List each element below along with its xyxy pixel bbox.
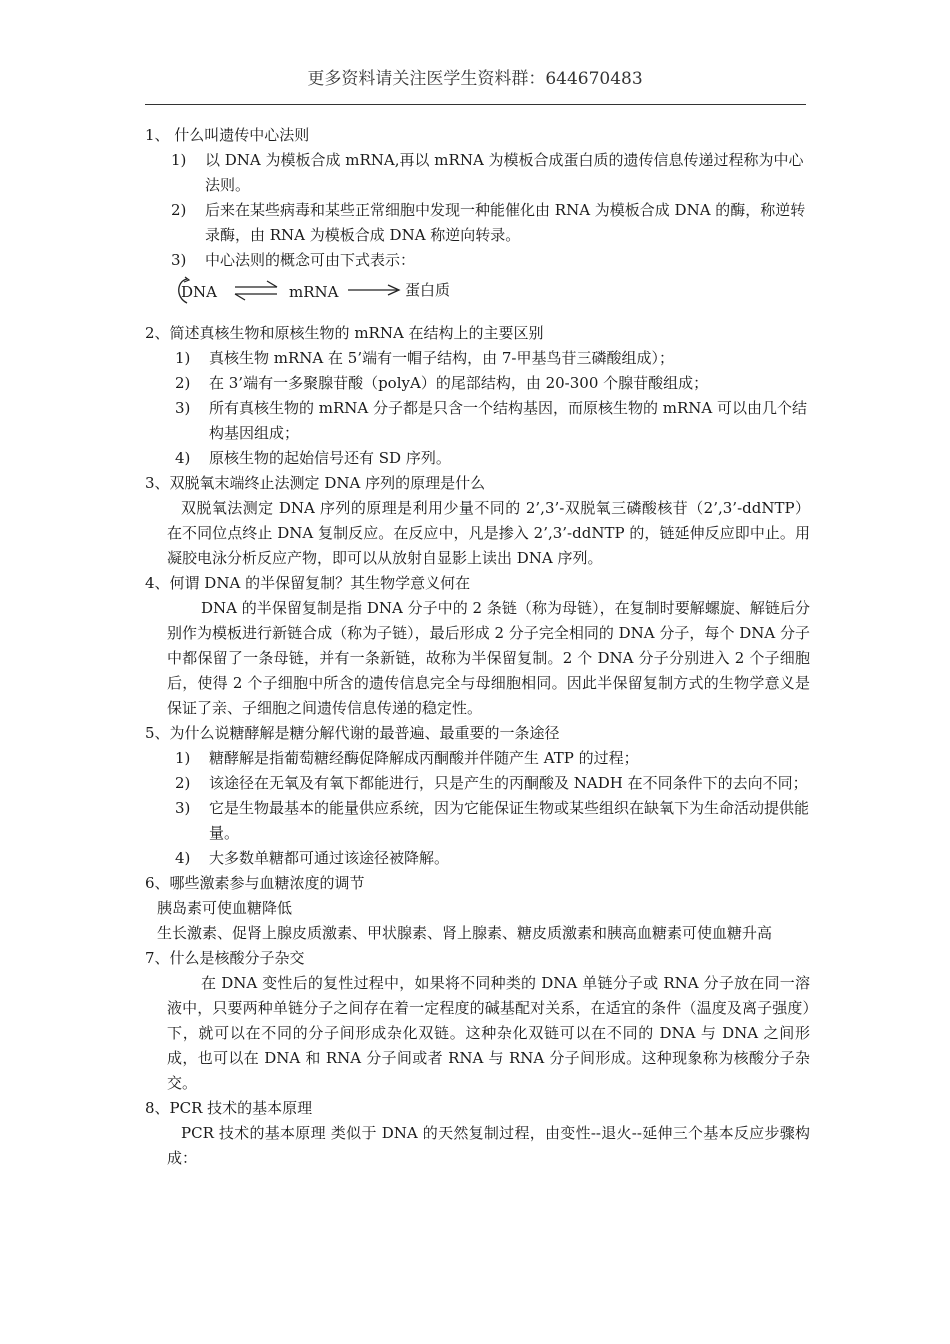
list-number: 2) [171,201,187,219]
list-item [175,771,810,796]
list-text: 后来在某些病毒和某些正常细胞中发现一种能催化由 RNA 为模板合成 DNA 的酶，称逆转录酶，由 RNA 为模板合成 DNA 称逆向转录。 [205,201,806,244]
list-text: 糖酵解是指葡萄糖经酶促降解成丙酮酸并伴随产生 ATP 的过程； [209,749,639,767]
question-6-title: 6、哪些激素参与血糖浓度的调节 [145,874,365,892]
question-6-line-1: 胰岛素可使血糖降低 [157,899,293,917]
header-divider [145,104,806,105]
question-1-title: 1、 什么叫遗传中心法则 [145,126,310,144]
list-number: 4) [175,449,191,467]
list-number: 3) [171,251,187,269]
list-text: 中心法则的概念可由下式表示： [205,251,416,269]
list-number: 1) [175,349,191,367]
dna-label: DNA [181,283,217,301]
list-item [175,371,810,396]
mrna-label: mRNA [289,283,339,301]
list-text: 所有真核生物的 mRNA 分子都是只含一个结构基因，而原核生物的 mRNA 可以由几个结构基因组成； [209,399,808,442]
list-text: 真核生物 mRNA 在 5’端有一帽子结构，由 7-甲基鸟苷三磷酸组成）； [209,349,674,367]
list-item [171,148,810,198]
question-8-answer: PCR 技术的基本原理 类似于 DNA 的天然复制过程，由变性--退火--延伸三个基本反应步骤构成： [167,1124,810,1167]
question-7-title: 7、什么是核酸分子杂交 [145,949,305,967]
page-header-title: 更多资料请关注医学生资料群：644670483 [307,69,643,89]
list-number: 1) [175,749,191,767]
list-item [175,846,810,871]
list-number: 2) [175,374,191,392]
list-item [171,198,810,248]
list-item [175,746,810,771]
question-5-title: 5、为什么说糖酵解是糖分解代谢的最普遍、最重要的一条途径 [145,724,560,742]
reverse-transcription-arrowhead [235,294,245,300]
list-number: 4) [175,849,191,867]
list-number: 3) [175,399,191,417]
list-item [175,446,810,471]
question-8-title: 8、PCR 技术的基本原理 [145,1099,313,1117]
central-dogma-diagram [175,271,810,311]
transcription-arrowhead [267,281,277,287]
list-text: 它是生物最基本的能量供应系统，因为它能保证生物或某些组织在缺氧下为生命活动提供能量。 [209,799,810,842]
question-4-title: 4、何谓 DNA 的半保留复制？其生物学意义何在 [145,574,471,592]
question-3-title: 3、双脱氧末端终止法测定 DNA 序列的原理是什么 [145,474,486,492]
list-number: 1) [171,151,187,169]
list-text: 在 3’端有一多聚腺苷酸（polyA）的尾部结构，由 20-300 个腺苷酸组成； [209,374,709,392]
list-number: 2) [175,774,191,792]
list-item [175,796,810,846]
protein-label: 蛋白质 [405,281,451,299]
question-4-answer: DNA 的半保留复制是指 DNA 分子中的 2 条链（称为母链），在复制时要解螺旋、解链后分别作为模板进行新链合成（称为子链），最后形成 2 分子完全相同的 DNA 分子，每个 DNA 分子中都保留了一条母链，并有一条新链，故称为半保留复制。2 个 DNA 分子分别进入 2 个子细胞后，使得 2 个子细胞中所含的遗传信息完全与母细胞相同。因此半保留复制方式的生物学意义是保证了亲、子细胞之间遗传信息传递的稳定性。 [167,599,810,717]
question-2-title: 2、简述真核生物和原核生物的 mRNA 在结构上的主要区别 [145,324,544,342]
list-item [175,396,810,446]
list-item [171,248,810,273]
question-7-answer: 在 DNA 变性后的复性过程中，如果将不同种类的 DNA 单链分子或 RNA 分子放在同一溶液中，只要两种单链分子之间存在着一定程度的碱基配对关系，在适宜的条件（温度及离子强度）下，就可以在不同的分子间形成杂化双链。这种杂化双链可以在不同的 DNA 与 DNA 之间形成，也可以在 DNA 和 RNA 分子间或者 RNA 与 RNA 分子间形成。这种现象称为核酸分子杂交。 [167,974,810,1092]
list-text: 原核生物的起始信号还有 SD 序列。 [209,449,451,467]
list-number: 3) [175,799,191,817]
list-text: 大多数单糖都可通过该途径被降解。 [209,849,450,867]
question-3-answer: 双脱氧法测定 DNA 序列的原理是利用少量不同的 2’,3’-双脱氧三磷酸核苷（2’,3’-ddNTP）在不同位点终止 DNA 复制反应。在反应中，凡是掺入 2’,3’-ddNTP 的，链延伸反应即中止。用凝胶电泳分析反应产物，即可以从放射自显影上读出 DNA 序列。 [167,499,810,567]
list-text: 以 DNA 为模板合成 mRNA,再以 mRNA 为模板合成蛋白质的遗传信息传递过程称为中心法则。 [205,151,804,194]
question-6-line-2: 生长激素、促肾上腺皮质激素、甲状腺素、肾上腺素、糖皮质激素和胰高血糖素可使血糖升高 [157,924,773,942]
list-item [175,346,810,371]
document-body [145,123,810,1171]
list-text: 该途径在无氧及有氧下都能进行，只是产生的丙酮酸及 NADH 在不同条件下的去向不同； [209,774,808,792]
